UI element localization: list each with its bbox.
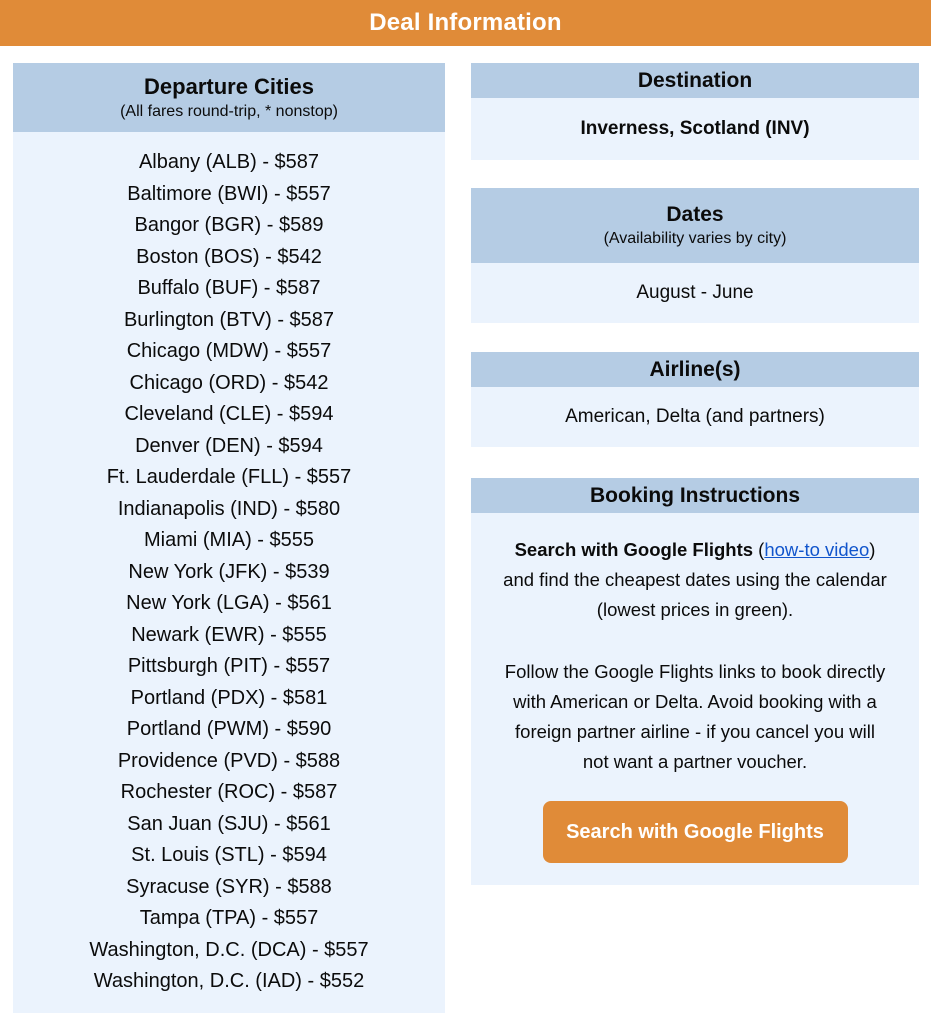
- dates-value: August - June: [471, 263, 919, 323]
- list-item: Tampa (TPA) - $557: [139, 907, 319, 929]
- list-item: Indianapolis (IND) - $580: [117, 497, 341, 520]
- booking-paragraph-post-link: ) and find the cheapest dates using the calendar (lowest prices in green).: [503, 539, 887, 620]
- booking-paragraph-pre-link: (: [753, 539, 765, 560]
- booking-instructions-header: [471, 478, 919, 513]
- list-item: Baltimore (BWI) - $557: [127, 182, 331, 205]
- departure-cities-subtitle: (All fares round-trip, * nonstop): [120, 103, 338, 120]
- list-item: Rochester (ROC) - $587: [120, 781, 338, 803]
- list-item: Washington, D.C. (IAD) - $552: [93, 970, 365, 992]
- list-item: Portland (PWM) - $590: [126, 718, 332, 740]
- list-item: Ft. Lauderdale (FLL) - $557: [106, 466, 352, 488]
- content-area: [13, 63, 919, 1013]
- list-item: Burlington (BTV) - $587: [123, 308, 335, 331]
- list-item: Boston (BOS) - $542: [136, 245, 322, 268]
- departure-cities-title: Departure Cities: [144, 74, 314, 99]
- list-item: Washington, D.C. (DCA) - $557: [89, 938, 369, 961]
- destination-panel: [471, 63, 919, 160]
- page-title: Deal Information: [369, 9, 562, 36]
- departure-cities-panel: [13, 63, 445, 1013]
- booking-paragraph-follow: Follow the Google Flights links to book directly with American or Delta. Avoid booking with a foreign partner airline - if you cancel you will not want a partner voucher.: [504, 661, 886, 772]
- list-item: New York (LGA) - $561: [126, 592, 332, 614]
- deal-information-header: [0, 0, 931, 46]
- list-item: Portland (PDX) - $581: [130, 686, 328, 709]
- list-item: Syracuse (SYR) - $588: [126, 875, 332, 898]
- list-item: New York (JFK) - $539: [128, 560, 330, 583]
- airlines-title: Airline(s): [649, 358, 741, 381]
- list-item: Providence (PVD) - $588: [117, 749, 341, 772]
- deal-details-column: [471, 63, 919, 1013]
- list-item: Buffalo (BUF) - $587: [137, 277, 321, 299]
- destination-title: Destination: [637, 69, 753, 92]
- list-item: Chicago (MDW) - $557: [126, 340, 332, 362]
- list-item: Newark (EWR) - $555: [131, 623, 327, 646]
- list-item: Bangor (BGR) - $589: [134, 214, 324, 236]
- booking-paragraph-bold-lead: Search with Google Flights: [514, 539, 754, 560]
- list-item: Denver (DEN) - $594: [135, 434, 323, 457]
- airlines-panel: [471, 352, 919, 447]
- booking-instructions-panel: [471, 478, 919, 885]
- how-to-video-link[interactable]: how-to video: [764, 539, 870, 560]
- list-item: Cleveland (CLE) - $594: [124, 403, 334, 425]
- list-item: Pittsburgh (PIT) - $557: [127, 655, 331, 677]
- list-item: Miami (MIA) - $555: [143, 529, 315, 551]
- list-item: San Juan (SJU) - $561: [127, 812, 331, 835]
- booking-paragraph-search: [500, 535, 890, 625]
- booking-instructions-title: Booking Instructions: [590, 484, 800, 507]
- dates-panel-header: [471, 188, 919, 263]
- dates-panel: [471, 188, 919, 323]
- airlines-value: American, Delta (and partners): [471, 387, 919, 447]
- list-item: St. Louis (STL) - $594: [131, 844, 327, 866]
- list-item: Chicago (ORD) - $542: [129, 371, 329, 394]
- destination-panel-header: [471, 63, 919, 98]
- search-google-flights-button[interactable]: Search with Google Flights: [543, 801, 848, 863]
- airlines-panel-header: [471, 352, 919, 387]
- dates-subtitle: (Availability varies by city): [603, 230, 787, 247]
- dates-title: Dates: [666, 203, 724, 226]
- departure-city-list: [13, 132, 445, 1013]
- departure-cities-panel-header: [13, 63, 445, 132]
- booking-instructions-body: [471, 513, 919, 885]
- destination-value: Inverness, Scotland (INV): [471, 98, 919, 160]
- list-item: Albany (ALB) - $587: [138, 151, 320, 173]
